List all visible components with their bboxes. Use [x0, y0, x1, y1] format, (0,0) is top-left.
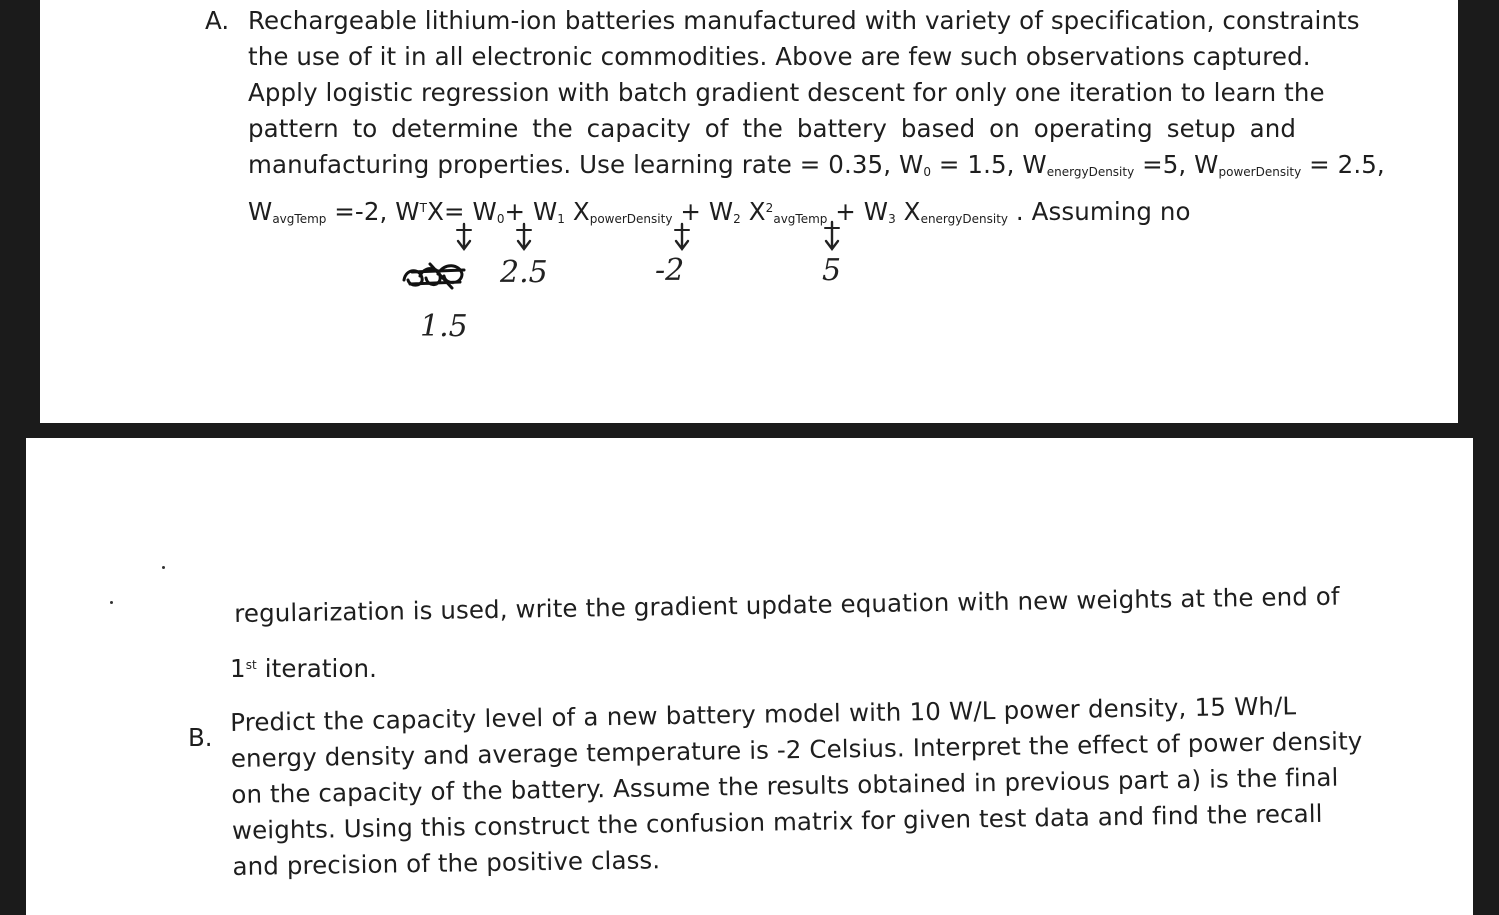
handwritten-value-w0: 1.5	[420, 309, 468, 344]
handwritten-arrow-w2	[670, 222, 694, 252]
handwritten-arrow-w3	[820, 220, 844, 252]
part-a-marker: A.	[205, 6, 230, 35]
continuation-line-1: regularization is used, write the gradient update equation with new weights at the end of	[234, 581, 1340, 628]
part-a-line-4: pattern to determine the capacity of the battery based on operating setup and	[248, 114, 1296, 143]
part-a-line-2: the use of it in all electronic commodities. Above are few such observations captured.	[248, 42, 1311, 71]
part-b-line-4: weights. Using this construct the confusion matrix for given test data and find the recall	[231, 798, 1323, 845]
part-b-line-5: and precision of the positive class.	[232, 845, 661, 881]
part-b-line-1: Predict the capacity level of a new battery model with 10 W/L power density, 15 Wh/L	[230, 691, 1297, 737]
part-b-text	[230, 688, 1363, 885]
part-a-line-6: $W_{avgTemp} =-2$, $W^TX= W_0+ W_1$ $X_{powerDensity} + W_2$ $X^2_{avgTemp} + W_3$ $X_{energyDensity}$ . Assuming no	[248, 197, 1191, 226]
part-a-line-3: Apply logistic regression with batch gradient descent for only one iteration to learn the	[248, 78, 1325, 107]
scribbled-out-mark	[400, 258, 470, 294]
handwritten-value-w1: 2.5	[500, 255, 548, 290]
handwritten-arrow-w0	[452, 222, 476, 252]
part-b-line-3: on the capacity of the battery. Assume the results obtained in previous part a) is the final	[231, 762, 1339, 809]
stray-mark	[110, 601, 113, 604]
continuation-line-2: 1st iteration.	[230, 654, 378, 683]
part-b-line-2: energy density and average temperature is -2 Celsius. Interpret the effect of power density	[230, 726, 1363, 773]
handwritten-value-w3: 5	[822, 253, 842, 288]
part-b-marker: B.	[188, 723, 213, 752]
part-a-line-1: Rechargeable lithium-ion batteries manufactured with variety of specification, constraints	[248, 6, 1360, 35]
handwritten-value-w2: -2	[655, 253, 685, 288]
part-a-text	[248, 3, 1385, 237]
part-a-line-5: manufacturing properties. Use learning rate = 0.35, $W_0 = 1.5$, $W_{energyDensity} =5$, $W_{powerDensity} = 2.5$,	[248, 150, 1385, 179]
stray-mark	[162, 566, 165, 569]
handwritten-arrow-w1	[512, 222, 536, 252]
